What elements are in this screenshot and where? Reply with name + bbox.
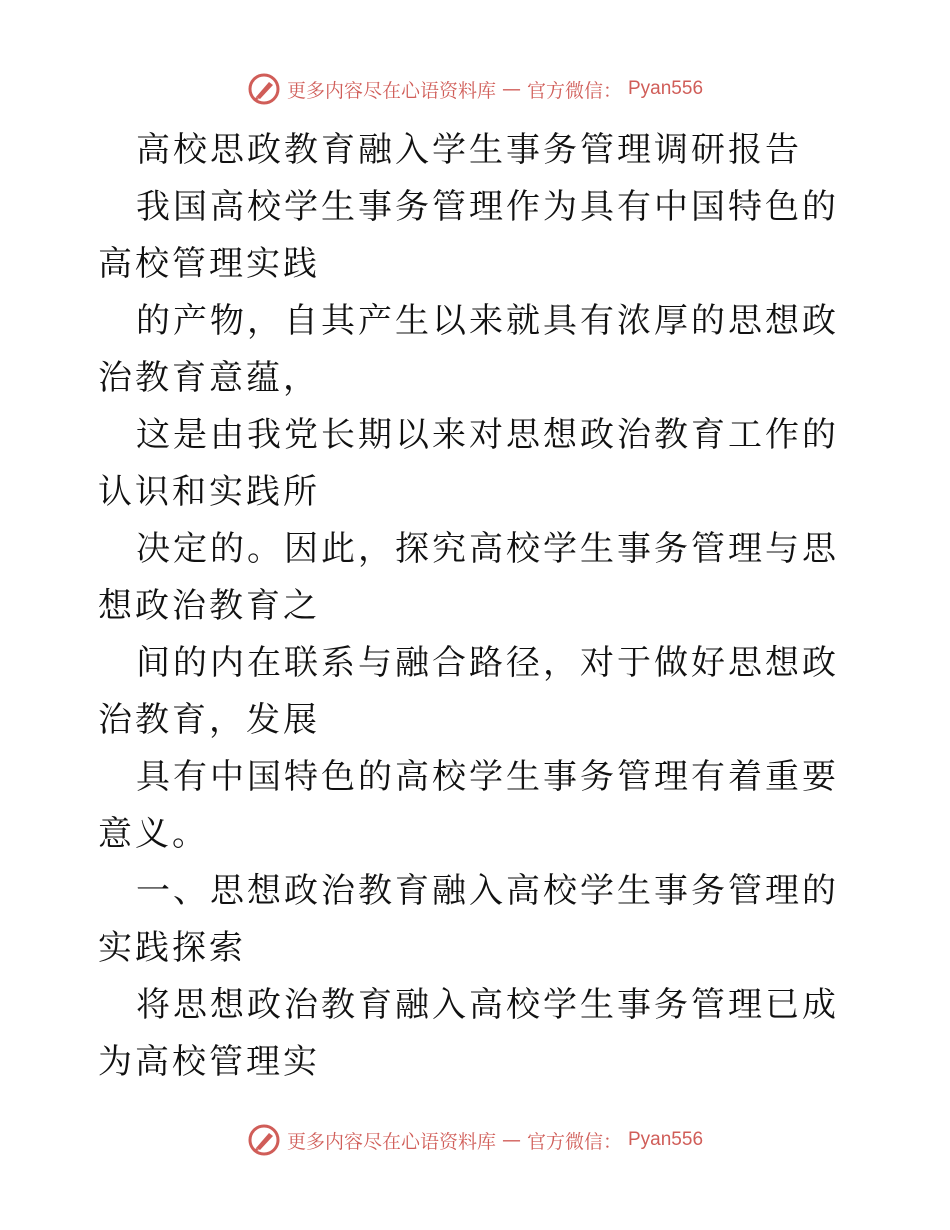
paragraph: [98, 407, 858, 521]
text-line: 一、思想政治教育融入高校学生事务管理的实践: [98, 871, 839, 968]
watermark-label: 官方微信：: [526, 1130, 622, 1153]
watermark-label: 官方微信：: [526, 79, 622, 102]
text-line: 间的内在联系与融合路径，对于做好思想政治教: [98, 643, 839, 740]
text-line: 育意蕴，: [172, 358, 320, 398]
pen-logo-icon: [247, 72, 281, 106]
text-line: 和实践所: [172, 472, 320, 512]
document-body: [98, 122, 858, 1091]
paragraph: [98, 293, 858, 407]
text-line: 管理实践: [172, 244, 320, 284]
text-line: 的产物，自其产生以来就具有浓厚的思想政治教: [98, 301, 839, 398]
paragraph: [98, 749, 858, 863]
text-line: 这是由我党长期以来对思想政治教育工作的认识: [98, 415, 839, 512]
watermark-separator: —: [501, 1129, 521, 1151]
paragraph: [98, 635, 858, 749]
paragraph: [98, 179, 858, 293]
watermark-id: Pyan556: [628, 78, 704, 99]
text-line: 治教育之: [172, 586, 320, 626]
text-line: 义。: [135, 814, 209, 854]
text-line: 具有中国特色的高校学生事务管理有着重要意: [98, 757, 839, 854]
footer-watermark: [0, 1123, 950, 1157]
section-heading: [98, 863, 858, 977]
text-line: 校管理实: [172, 1042, 320, 1082]
paragraph: [98, 521, 858, 635]
text-line: 探索: [172, 928, 246, 968]
watermark-text: 更多内容尽在心语资料库: [286, 1130, 496, 1153]
text-line: 育，发展: [172, 700, 320, 740]
watermark-id: Pyan556: [628, 1129, 704, 1150]
text-line: 决定的。因此，探究高校学生事务管理与思想政: [98, 529, 839, 626]
text-line: 我国高校学生事务管理作为具有中国特色的高校: [98, 187, 839, 284]
pen-logo-icon: [247, 1123, 281, 1157]
header-watermark: [0, 72, 950, 106]
document-title: 高校思政教育融入学生事务管理调研报告: [136, 130, 802, 170]
text-line: 将思想政治教育融入高校学生事务管理已成为高: [98, 985, 839, 1082]
watermark-text: 更多内容尽在心语资料库: [286, 79, 496, 102]
paragraph: [98, 977, 858, 1091]
watermark-separator: —: [501, 78, 521, 100]
